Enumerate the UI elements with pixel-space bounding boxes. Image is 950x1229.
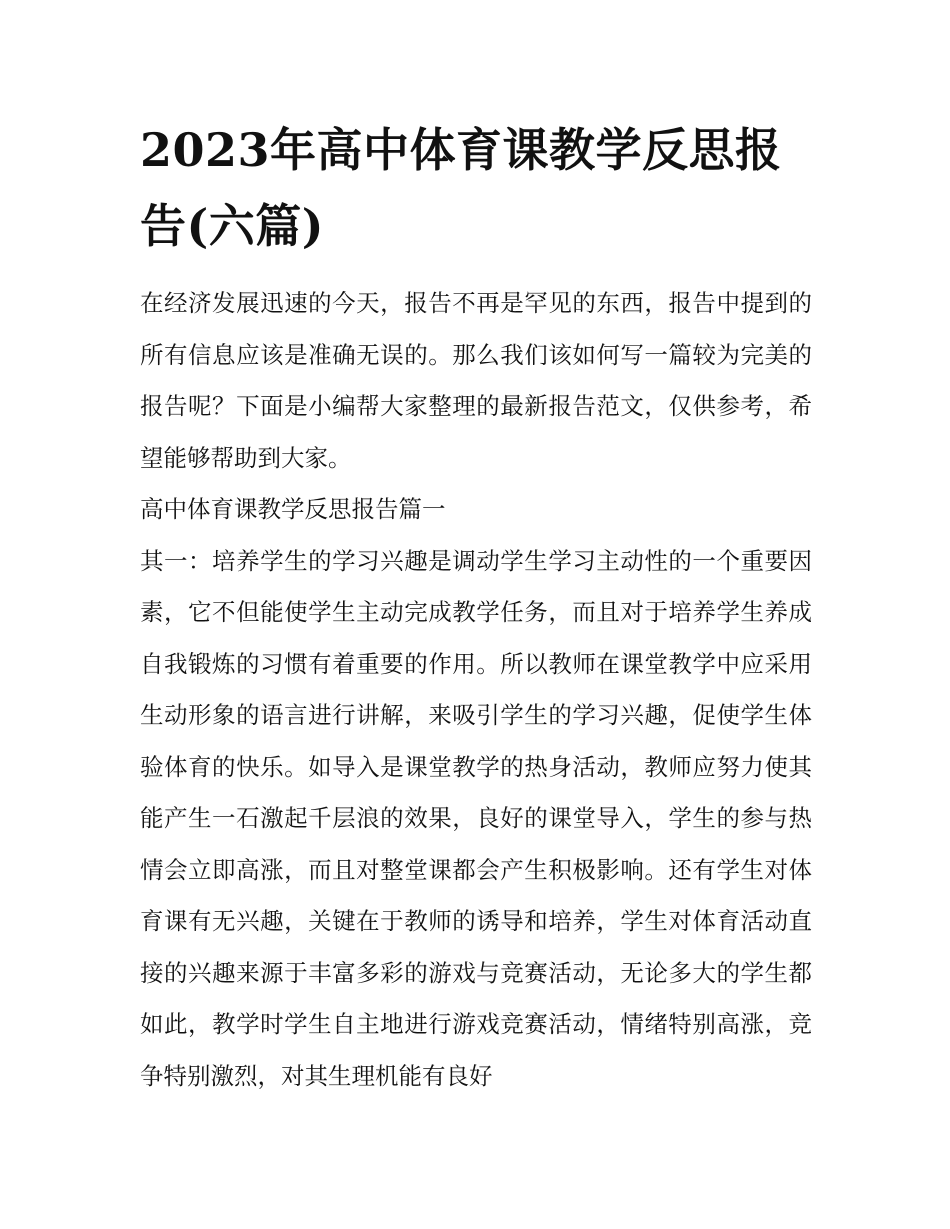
intro-paragraph: 在经济发展迅速的今天，报告不再是罕见的东西，报告中提到的所有信息应该是准确无误的。那么我们该如何写一篇较为完美的报告呢？下面是小编帮大家整理的最新报告范文，仅供参考，希望能够帮助到大家。 [140,289,812,472]
document-content [140,112,812,1102]
section-heading: 高中体育课教学反思报告篇一 [140,495,446,523]
document-title: 2023年高中体育课教学反思报告(六篇) [140,123,782,253]
body-paragraph: 其一：培养学生的学习兴趣是调动学生学习主动性的一个重要因素，它不但能使学生主动完成教学任务，而且对于培养学生养成自我锻炼的习惯有着重要的作用。所以教师在课堂教学中应采用生动形象的语言进行讲解，来吸引学生的学习兴趣，促使学生体验体育的快乐。如导入是课堂教学的热身活动，教师应努力使其能产生一石激起千层浪的效果，良好的课堂导入，学生的参与热情会立即高涨，而且对整堂课都会产生积极影响。还有学生对体育课有无兴趣，关键在于教师的诱导和培养，学生对体育活动直接的兴趣来源于丰富多彩的游戏与竞赛活动，无论多大的学生都如此，教学时学生自主地进行游戏竞赛活动，情绪特别高涨，竞争特别激烈，对其生理机能有良好 [140,546,812,1090]
